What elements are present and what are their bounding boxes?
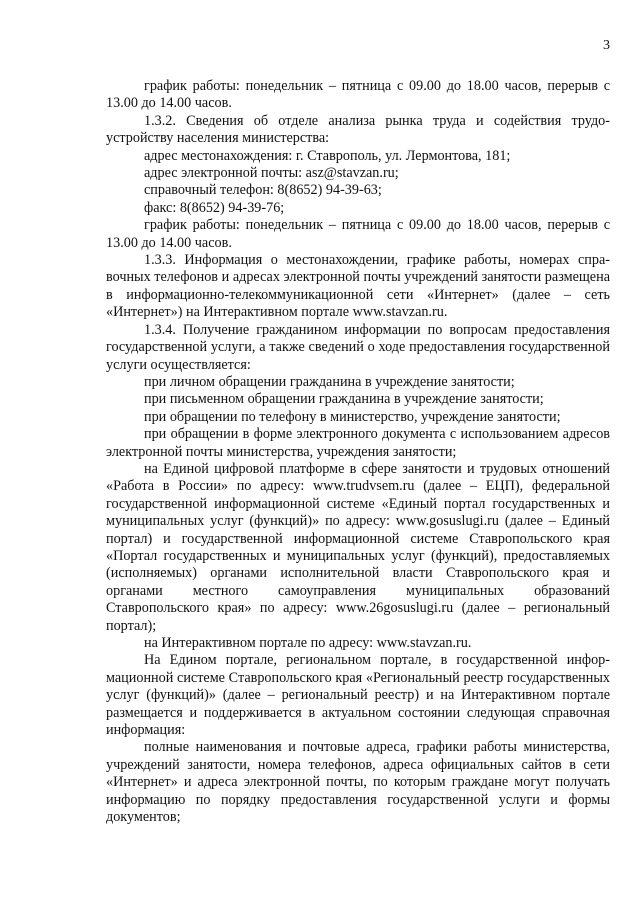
paragraph: график работы: понедельник – пятница с 09.00 до 18.00 часов, перерыв с 13.00 до 14.00 часов.: [106, 78, 610, 112]
page-number: 3: [603, 38, 610, 53]
paragraph: 1.3.2. Сведения об отделе анализа рынка труда и содействия трудоустройству населения министерства:: [106, 112, 610, 147]
paragraph: 1.3.3. Информация о местонахождении, графике работы, номерах справочных телефонов и адресах электронной почты учреждений занятости размещена в информационно-телекоммуникационной сети «Интернет» (далее – сеть «Интернет») на Интерактивном портале www.stavzan.ru.: [106, 252, 610, 321]
paragraph: при личном обращении гражданина в учреждение занятости;: [144, 373, 515, 390]
paragraph: На Едином портале, региональном портале, в государственной информационной системе Ставропольского края «Региональный реестр государственных услуг (функций)» (далее – региональный реестр) и на Интерактивном портале размещается и поддерживается в актуальном состоянии следующая справочная информация:: [106, 652, 610, 739]
paragraph: адрес электронной почты: asz@stavzan.ru;: [144, 165, 399, 182]
paragraph: 1.3.4. Получение гражданином информации по вопросам предоставления государственной услуги, а также сведений о ходе предоставления государственной услуги осуществляется:: [106, 321, 610, 373]
paragraph: график работы: понедельник – пятница с 09.00 до 18.00 часов, перерыв с 13.00 до 14.00 часов.: [106, 217, 610, 251]
paragraph: при обращении в форме электронного документа с использованием адресов электронной почты министерства, учреждения занятости;: [106, 426, 610, 460]
paragraph: полные наименования и почтовые адреса, графики работы министерства, учреждений занятости, номера телефонов, адреса официальных сайтов в сети «Интернет» и адреса электронной почты, по которым граждане могут получать информацию по порядку предоставления государственной услуги и формы документов;: [106, 739, 610, 826]
paragraph: на Интерактивном портале по адресу: www.stavzan.ru.: [144, 635, 472, 651]
paragraph: на Единой цифровой платформе в сфере занятости и трудовых отношений «Работа в России» по адресу: www.trudvsem.ru (далее – ЕЦП), федеральной государственной информационной системе «Единый портал государственных и муниципальных услуг (функций)» по адресу: www.gosuslugi.ru (далее – Единый портал) и государственной информационной системе Ставропольского края «Портал государственных и муниципальных услуг (функций), предоставляемых (исполняемых) органами исполнительной власти Ставропольского края и органами местного самоуправления муниципальных образований Ставропольского края» по адресу: www.26gosuslugi.ru (далее – региональный портал);: [106, 460, 610, 634]
paragraph: факс: 8(8652) 94-39-76;: [144, 199, 285, 216]
paragraph: при обращении по телефону в министерство, учреждение занятости;: [144, 408, 561, 425]
paragraph: адрес местонахождения: г. Ставрополь, ул. Лермонтова, 181;: [144, 147, 511, 164]
document-body: [106, 78, 610, 826]
paragraph: справочный телефон: 8(8652) 94-39-63;: [144, 182, 382, 199]
paragraph: при письменном обращении гражданина в учреждение занятости;: [144, 391, 544, 408]
